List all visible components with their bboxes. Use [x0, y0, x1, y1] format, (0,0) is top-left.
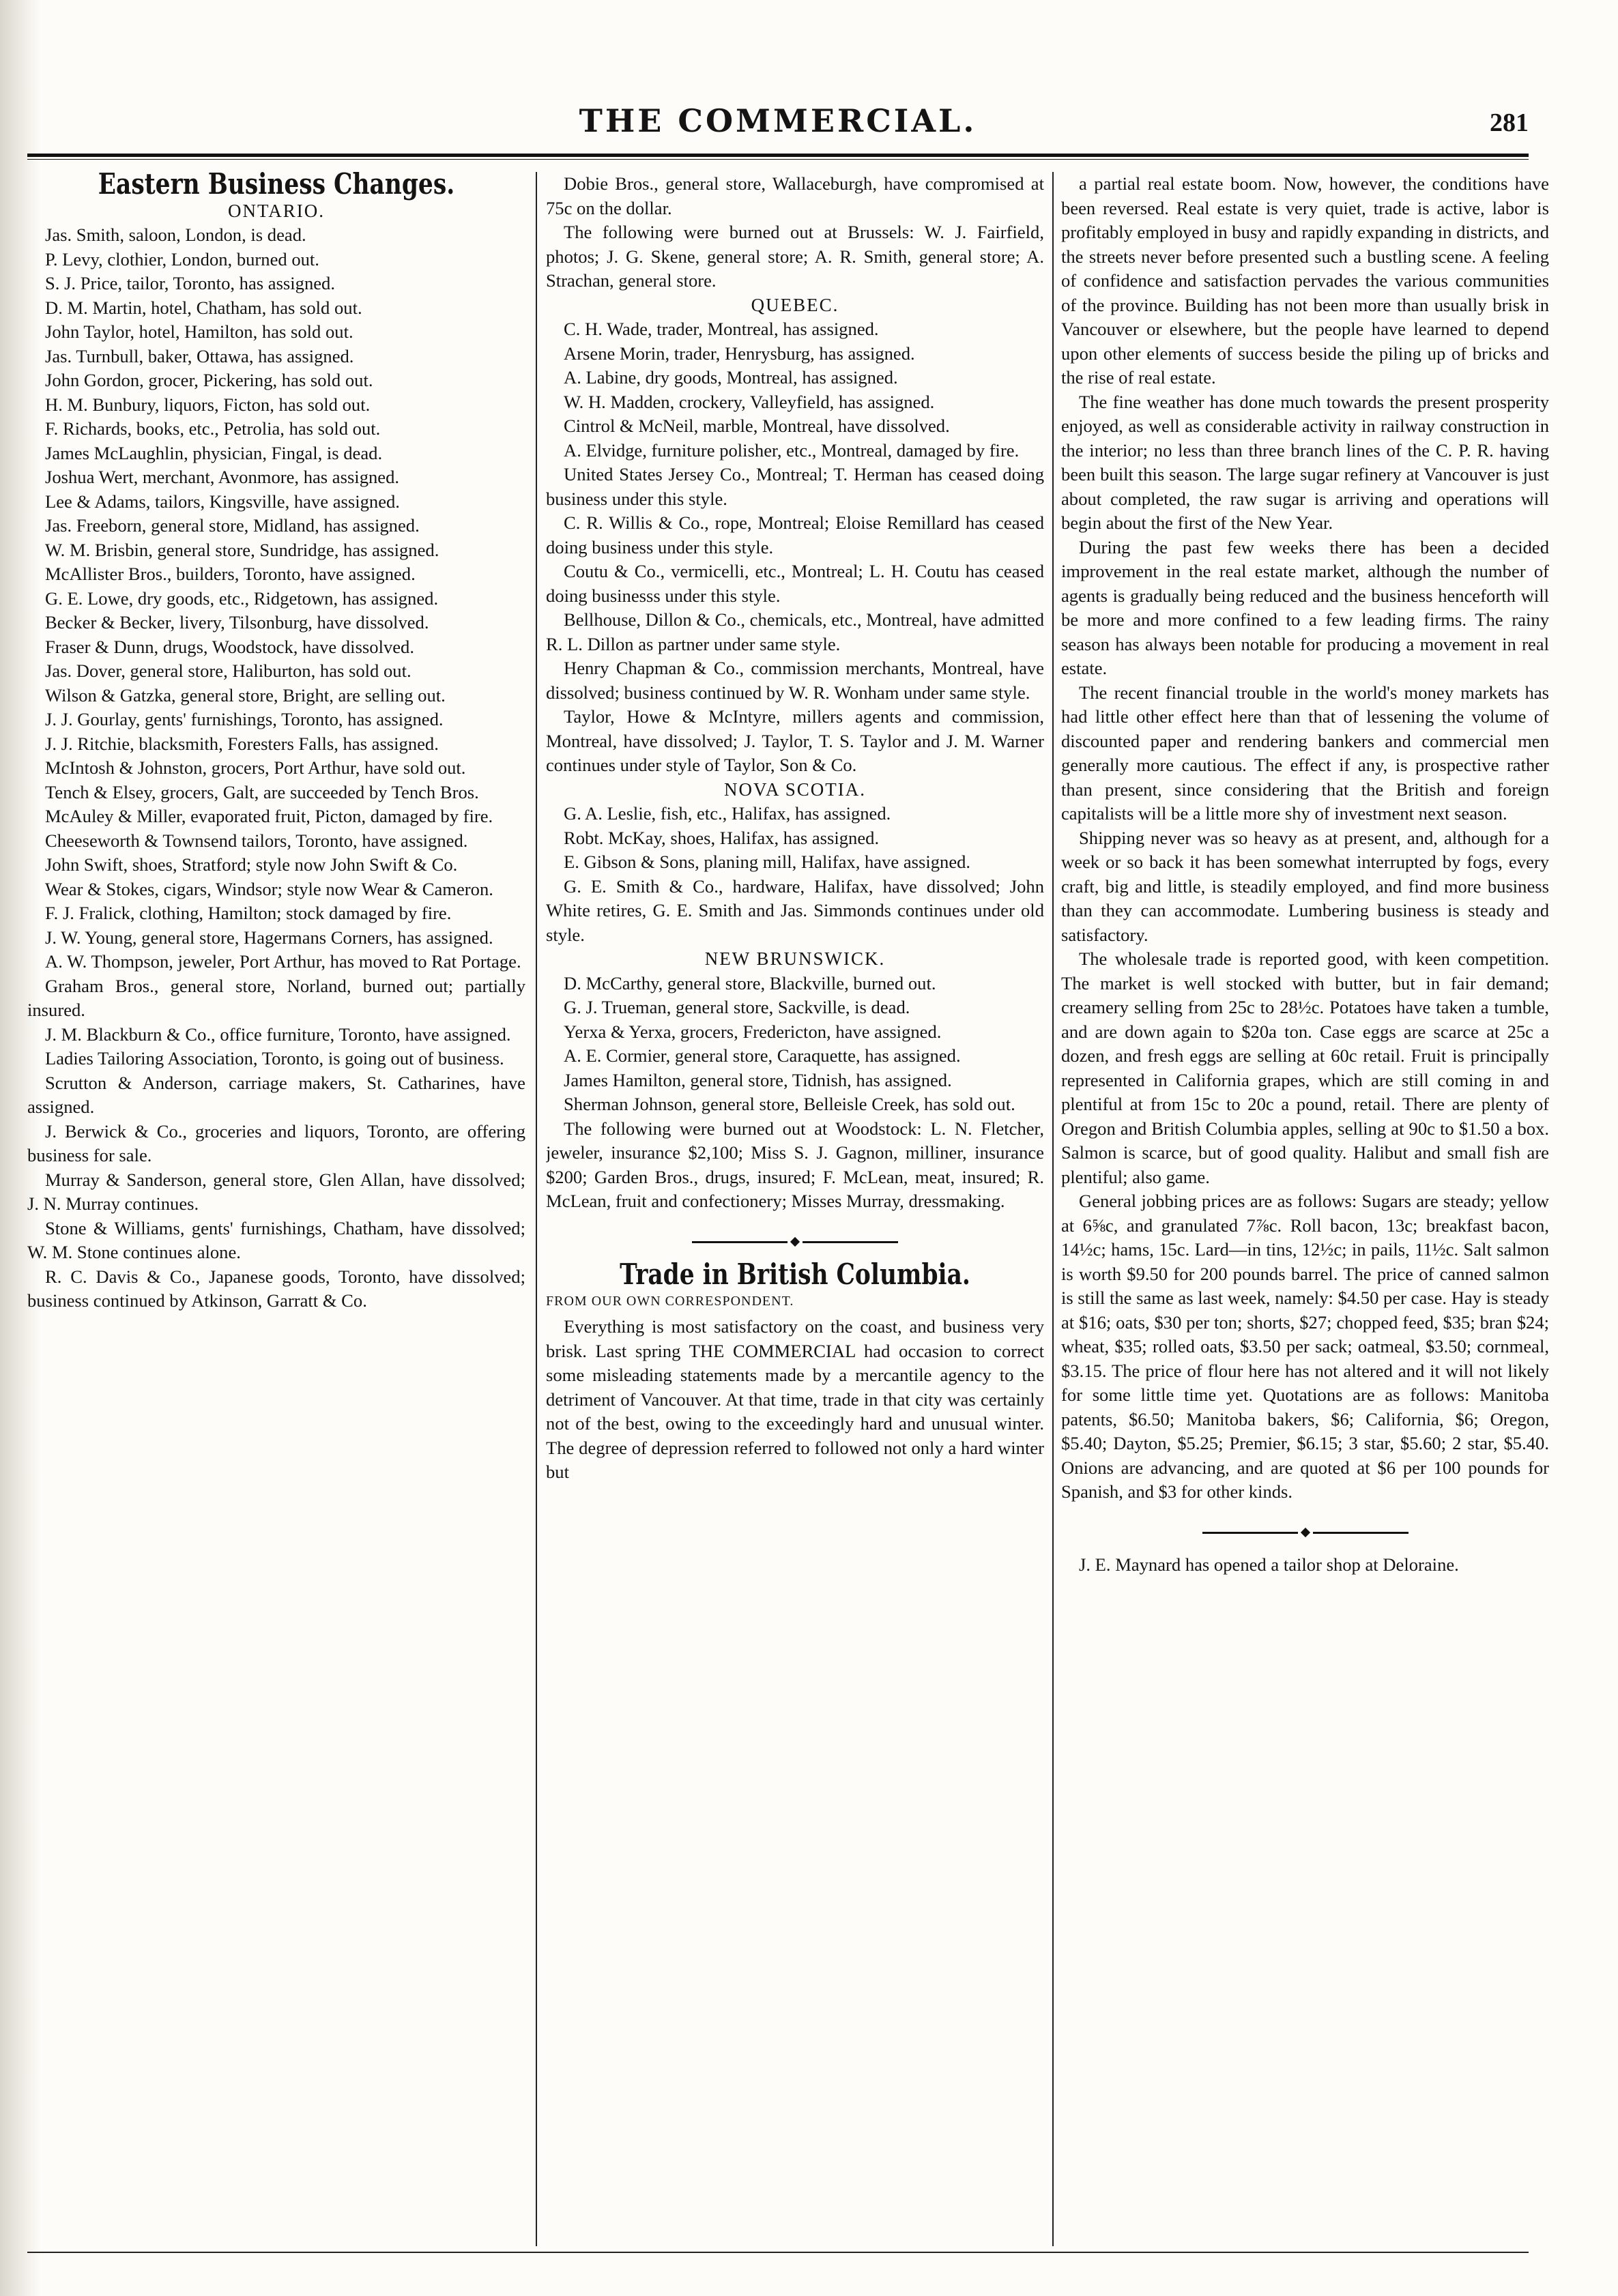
province-heading-nova-scotia: NOVA SCOTIA. [723, 779, 867, 800]
list-item: F. J. Fralick, clothing, Hamilton; stock damaged by fire. [45, 903, 452, 923]
list-item: P. Levy, clothier, London, burned out. [45, 248, 319, 270]
article-paragraph: The recent financial trouble in the world's money markets has had little other effect here than that of lessening the volume of discounted paper and rendering bankers and commercial men generally more cautious. The effect if any, is prospective rather than present, since considering that the British and foreign capitalists will be a little more shy of investment next season. [1061, 682, 1549, 824]
column-rule [1052, 172, 1054, 2246]
bottom-rule [27, 2252, 1529, 2253]
section-separator [1061, 1520, 1549, 1544]
new-brunswick-list [546, 972, 1044, 1214]
list-item: Wear & Stokes, cigars, Windsor; style now Wear & Cameron. [45, 878, 493, 899]
list-item: A. Elvidge, furniture polisher, etc., Montreal, damaged by fire. [564, 439, 1020, 461]
list-item: Cintrol & McNeil, marble, Montreal, have dissolved. [564, 416, 950, 436]
list-item: G. E. Lowe, dry goods, etc., Ridgetown, has assigned. [45, 587, 439, 609]
nova-scotia-list [546, 802, 1044, 947]
list-item: McAllister Bros., builders, Toronto, have assigned. [45, 564, 416, 584]
list-item: James Hamilton, general store, Tidnish, has assigned. [564, 1069, 952, 1090]
list-item: Henry Chapman & Co., commission merchants, Montreal, have dissolved; business continued by W. R. Wonham under same style. [546, 658, 1044, 703]
list-item: H. M. Bunbury, liquors, Ficton, has sold out. [45, 394, 371, 415]
masthead-rule [27, 154, 1529, 160]
list-item: Scrutton & Anderson, carriage makers, St. Catharines, have assigned. [27, 1072, 525, 1117]
list-item: Dobie Bros., general store, Wallaceburgh, have compromised at 75c on the dollar. [546, 173, 1044, 218]
list-item: E. Gibson & Sons, planing mill, Halifax, have assigned. [564, 852, 971, 872]
column-3 [1061, 172, 1549, 2246]
list-item: Taylor, Howe & McIntyre, millers agents and commission, Montreal, have dissolved; J. Taylor, T. S. Taylor and J. M. Warner continues under style of Taylor, Son & Co. [546, 706, 1044, 775]
list-item: Fraser & Dunn, drugs, Woodstock, have dissolved. [45, 636, 415, 657]
list-item: A. W. Thompson, jeweler, Port Arthur, has moved to Rat Portage. [45, 951, 521, 972]
list-item: J. J. Ritchie, blacksmith, Foresters Falls, has assigned. [45, 733, 439, 754]
quebec-list [546, 317, 1044, 778]
list-item: The following were burned out at Woodstock: L. N. Fletcher, jeweler, insurance $2,100; Miss S. J. Gagnon, milliner, insurance $200; Garden Bros., drugs, insured; F. McLean, meat, insured; R. McLean, fruit and confectionery; Misses Murray, dressmaking. [546, 1118, 1044, 1211]
list-item: Yerxa & Yerxa, grocers, Fredericton, have assigned. [564, 1021, 942, 1042]
province-heading-new-brunswick: NEW BRUNSWICK. [704, 948, 886, 969]
article-paragraph: a partial real estate boom. Now, however, the conditions have been reversed. Real estate is very quiet, trade is active, labor is profitably employed in busy and rapidly expanding in districts, and the streets never before presented such a bustling scene. A feeling of confidence and satisfaction pervades the various communities of the province. Building has not been more than usually brisk in Vancouver or elsewhere, but the people have learned to depend upon other elements of success beside the piling up of bricks and the rise of real estate. [1061, 173, 1549, 388]
article-paragraph: General jobbing prices are as follows: Sugars are steady; yellow at 6⅝c, and granulated 7⅞c. Roll bacon, 13c; breakfast bacon, 14½c; hams, 15c. Lard—in tins, 12½c; in pails, 11½c. Salt salmon is worth $9.50 for 200 pounds barrel. The price of canned salmon is still the same as last week, namely: $4.50 per case. Hay is steady at $16; oats, $30 per ton; shorts, $27; chopped feed, $35; bran $24; wheat, $35; rolled oats, $3.50 per sack; oatmeal, $3.50; cornmeal, $3.15. The price of flour here has not altered and it will not likely for some little time yet. Quotations are as follows: Manitoba patents, $6.50; Manitoba bakers, $6; California, $6; Oregon, $5.40; Dayton, $5.25; Premier, $6.15; 3 star, $5.60; 2 star, $5.40. Onions are advancing, and are quoted at $6 per 100 pounds for Spanish, and $3 for other kinds. [1061, 1191, 1549, 1502]
list-item: Murray & Sanderson, general store, Glen Allan, have dissolved; J. N. Murray continues. [27, 1169, 525, 1214]
list-item: Jas. Smith, saloon, London, is dead. [45, 224, 306, 245]
page-number: 281 [1490, 108, 1529, 137]
list-item: Arsene Morin, trader, Henrysburg, has assigned. [564, 343, 915, 364]
list-item: Lee & Adams, tailors, Kingsville, have assigned. [45, 491, 400, 512]
list-item: John Taylor, hotel, Hamilton, has sold out. [45, 321, 353, 342]
list-item: Graham Bros., general store, Norland, burned out; partially insured. [27, 975, 525, 1020]
list-item: D. McCarthy, general store, Blackville, burned out. [564, 972, 936, 993]
masthead-title: THE COMMERCIAL. [579, 102, 977, 139]
list-item: J. M. Blackburn & Co., office furniture, Toronto, have assigned. [45, 1023, 511, 1045]
article-paragraph: The wholesale trade is reported good, with keen competition. The market is well stocked with butter, but in fair demand; creamery selling from 25c to 28½c. Potatoes have taken a tumble, and are down again to $20a ton. Case eggs are scarce at 25c a dozen, and fresh eggs are selling at 60c retail. Fruit is principally represented in California grapes, which are still coming in and plentiful at from 15c to 20c a pound, retail. There are plenty of Oregon and British Columbia apples, selling at 90c to $1.50 a box. Salmon is scarce, but of good quality. Halibut and small fish are plentiful; also game. [1061, 948, 1549, 1187]
province-heading-quebec: QUEBEC. [751, 294, 839, 315]
list-item: W. H. Madden, crockery, Valleyfield, has assigned. [564, 391, 935, 412]
list-item: Wilson & Gatzka, general store, Bright, are selling out. [45, 684, 446, 706]
list-item: John Gordon, grocer, Pickering, has sold out. [45, 370, 373, 390]
ontario-cont-list [546, 172, 1044, 293]
trade-article-col2 [546, 1315, 1044, 1485]
list-item: C. R. Willis & Co., rope, Montreal; Eloise Remillard has ceased doing business under this style. [546, 512, 1044, 557]
list-item: G. A. Leslie, fish, etc., Halifax, has assigned. [564, 803, 891, 824]
article-paragraph: Shipping never was so heavy as at present, and, although for a week or so back it has been somewhat interrupted by fogs, every craft, big and little, is steadily employed, and find more business than they can accommodate. Lumbering business is steady and satisfactory. [1061, 827, 1549, 945]
list-item: D. M. Martin, hotel, Chatham, has sold out. [45, 297, 362, 318]
list-item: F. Richards, books, etc., Petrolia, has sold out. [45, 418, 381, 439]
list-item: G. J. Trueman, general store, Sackville, is dead. [564, 997, 910, 1017]
list-item: Jas. Turnbull, baker, Ottawa, has assigned. [45, 345, 354, 366]
list-item: McIntosh & Johnston, grocers, Port Arthur, have sold out. [45, 757, 466, 778]
list-item: Jas. Dover, general store, Haliburton, has sold out. [45, 660, 411, 681]
province-heading-ontario: ONTARIO. [227, 200, 326, 221]
section-separator [546, 1229, 1044, 1253]
list-item: Tench & Elsey, grocers, Galt, are succeeded by Tench Bros. [45, 781, 479, 802]
list-item: C. H. Wade, trader, Montreal, has assigned. [564, 319, 879, 339]
list-item: Cheeseworth & Townsend tailors, Toronto, have assigned. [45, 830, 468, 851]
list-item: R. C. Davis & Co., Japanese goods, Toronto, have dissolved; business continued by Atkinson, Garratt & Co. [27, 1266, 525, 1311]
list-item: Coutu & Co., vermicelli, etc., Montreal; L. H. Coutu has ceased doing businesss under this style. [546, 561, 1044, 606]
column-rule [536, 172, 537, 2246]
list-item: United States Jersey Co., Montreal; T. Herman has ceased doing business under this style. [546, 464, 1044, 509]
masthead [27, 102, 1529, 150]
trade-byline: FROM OUR OWN CORRESPONDENT. [546, 1293, 794, 1309]
list-item: Sherman Johnson, general store, Belleisle Creek, has sold out. [564, 1094, 1015, 1114]
list-item: G. E. Smith & Co., hardware, Halifax, have dissolved; John White retires, G. E. Smith and Jas. Simmonds continues under old style. [546, 875, 1044, 945]
article-paragraph: During the past few weeks there has been a decided improvement in the real estate market, although the number of agents is gradually being reduced and the business henceforth will be more and more confined to a few leading firms. The rainy season has always been notable for producing a movement in real estate. [1061, 536, 1549, 678]
list-item: A. Labine, dry goods, Montreal, has assigned. [564, 367, 898, 388]
list-item: A. E. Cormier, general store, Caraquette, has assigned. [564, 1045, 961, 1066]
list-item: McAuley & Miller, evaporated fruit, Picton, damaged by fire. [45, 806, 493, 826]
list-item: The following were burned out at Brussels: W. J. Fairfield, photos; J. G. Skene, general store; A. R. Smith, general store; A. Strachan, general store. [546, 222, 1044, 291]
column-1 [27, 172, 525, 2246]
list-item: J. W. Young, general store, Hagermans Corners, has assigned. [45, 927, 493, 948]
trade-article-col3 [1061, 172, 1549, 1505]
list-item: John Swift, shoes, Stratford; style now John Swift & Co. [45, 854, 458, 875]
trade-section-title: Trade in British Columbia. [620, 1258, 970, 1291]
list-item: Joshua Wert, merchant, Avonmore, has assigned. [45, 467, 400, 487]
article-paragraph: Everything is most satisfactory on the coast, and business very brisk. Last spring THE COMMERCIAL had occasion to correct some misleading statements made by a mercantile agency to the detriment of Vancouver. At that time, trade in that city was certainly not of the best, owing to the exceedingly hard and unusual winter. The degree of depression referred to followed not only a hard winter but [546, 1316, 1044, 1482]
list-item: W. M. Brisbin, general store, Sundridge, has assigned. [45, 539, 439, 560]
list-item: J. J. Gourlay, gents' furnishings, Toronto, has assigned. [45, 709, 444, 729]
list-item: Bellhouse, Dillon & Co., chemicals, etc., Montreal, have admitted R. L. Dillon as partner under same style. [546, 609, 1044, 654]
list-item: Robt. McKay, shoes, Halifax, has assigned. [564, 827, 880, 848]
list-item: Jas. Freeborn, general store, Midland, has assigned. [45, 515, 420, 536]
list-item: S. J. Price, tailor, Toronto, has assigned. [45, 273, 335, 293]
article-paragraph: The fine weather has done much towards the present prosperity enjoyed, as well as considerable activity in railway construction in the interior; no less than three branch lines of the C. P. R. having been built this season. The large sugar refinery at Vancouver is just about completed, the raw sugar is arriving and operations will begin about the first of the New Year. [1061, 391, 1549, 533]
column-2 [546, 172, 1044, 2246]
list-item: J. Berwick & Co., groceries and liquors, Toronto, are offering business for sale. [27, 1120, 525, 1165]
ontario-list [27, 223, 525, 1313]
list-item: Ladies Tailoring Association, Toronto, is going out of business. [45, 1048, 504, 1069]
eastern-section-title: Eastern Business Changes. [98, 172, 455, 201]
list-item: James McLaughlin, physician, Fingal, is dead. [45, 442, 383, 463]
list-item: Stone & Williams, gents' furnishings, Chatham, have dissolved; W. M. Stone continues alone. [27, 1217, 525, 1262]
list-item: Becker & Becker, livery, Tilsonburg, have dissolved. [45, 612, 429, 633]
closing-note: J. E. Maynard has opened a tailor shop at Deloraine. [1079, 1554, 1459, 1575]
